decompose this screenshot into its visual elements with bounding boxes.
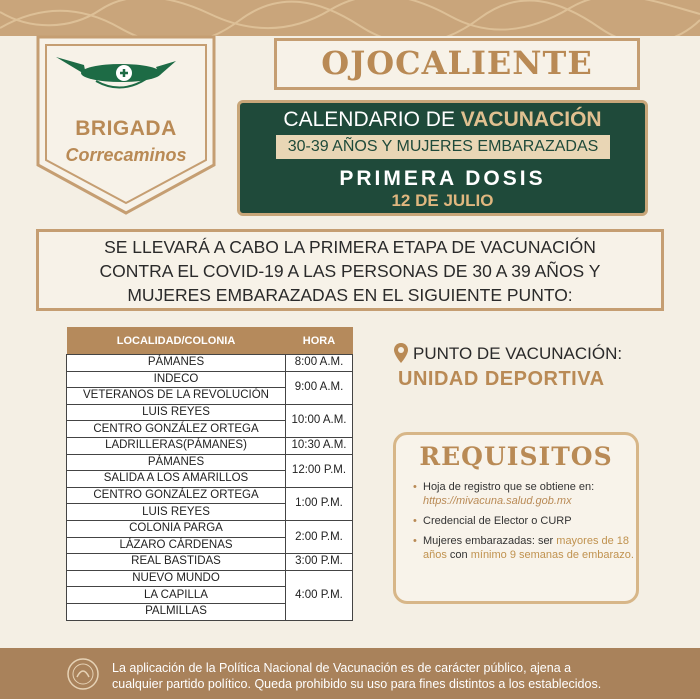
locality-cell: PÁMANES	[67, 454, 286, 471]
table-row	[67, 454, 353, 471]
locality-cell: LADRILLERAS(PÁMANES)	[67, 437, 286, 454]
table-row	[67, 371, 353, 388]
requirement-text: Hoja de registro que se obtiene en:	[423, 481, 595, 493]
hour-cell: 9:00 A.M.	[286, 371, 353, 404]
locality-cell: LÁZARO CÁRDENAS	[67, 537, 286, 554]
info-line-3: MUJERES EMBARAZADAS EN EL SIGUIENTE PUNTO:	[127, 285, 573, 305]
locality-cell: LUIS REYES	[67, 504, 286, 521]
table-row	[67, 570, 353, 587]
hour-cell: 8:00 A.M.	[286, 355, 353, 372]
locality-cell: SALIDA A LOS AMARILLOS	[67, 471, 286, 488]
locality-cell: CENTRO GONZÁLEZ ORTEGA	[67, 421, 286, 438]
table-row	[67, 487, 353, 504]
column-header-hour: HORA	[286, 327, 353, 355]
requirement-item	[413, 534, 635, 562]
locality-cell: COLONIA PARGA	[67, 520, 286, 537]
info-line-1: SE LLEVARÁ A CABO LA PRIMERA ETAPA DE VACUNACIÓN	[104, 237, 596, 257]
brand-title: BRIGADA	[75, 117, 177, 140]
table-header-row	[67, 327, 353, 355]
requirements-title: REQUISITOS	[419, 442, 613, 471]
requirement-item	[413, 514, 635, 528]
footer-disclaimer	[112, 660, 682, 692]
table-row	[67, 554, 353, 571]
footer-line-1: La aplicación de la Política Nacional de Vacunación es de carácter público, ajena a	[112, 661, 572, 675]
requirement-highlight: mayores de 18 años	[423, 535, 630, 561]
dose-label: PRIMERA DOSIS	[339, 167, 546, 190]
calendar-title	[237, 108, 648, 132]
locality-cell: PÁMANES	[67, 355, 286, 372]
calendar-title-highlight: VACUNACIÓN	[460, 108, 602, 131]
locality-cell: LUIS REYES	[67, 404, 286, 421]
requirement-text: Credencial de Elector o CURP	[423, 515, 572, 527]
town-title: OJOCALIENTE	[321, 44, 593, 82]
hour-cell: 10:00 A.M.	[286, 404, 353, 437]
hour-cell: 1:00 P.M.	[286, 487, 353, 520]
registration-link[interactable]: https://mivacuna.salud.gob.mx	[423, 495, 572, 507]
table-row	[67, 437, 353, 454]
hour-cell: 10:30 A.M.	[286, 437, 353, 454]
ornament-pattern	[0, 0, 700, 36]
locality-cell: REAL BASTIDAS	[67, 554, 286, 571]
vaccination-point-value: UNIDAD DEPORTIVA	[398, 368, 605, 390]
table-row	[67, 355, 353, 372]
requirement-item	[413, 480, 635, 508]
calendar-title-prefix: CALENDARIO DE	[283, 108, 461, 131]
info-text	[40, 235, 660, 307]
requirement-text: Mujeres embarazadas: ser	[423, 535, 557, 547]
hour-cell: 2:00 P.M.	[286, 520, 353, 553]
group-label: 30-39 AÑOS Y MUJERES EMBARAZADAS	[287, 138, 599, 155]
locality-cell: PALMILLAS	[67, 603, 286, 620]
locality-cell: VETERANOS DE LA REVOLUCIÓN	[67, 388, 286, 405]
date-label: 12 DE JULIO	[391, 191, 494, 210]
requirement-text: con	[446, 549, 471, 561]
requirements-list	[413, 480, 635, 568]
hour-cell: 12:00 P.M.	[286, 454, 353, 487]
brand-subtitle: Correcaminos	[65, 145, 187, 165]
vaccination-point-label: PUNTO DE VACUNACIÓN:	[413, 344, 623, 363]
locality-cell: CENTRO GONZÁLEZ ORTEGA	[67, 487, 286, 504]
locality-cell: NUEVO MUNDO	[67, 570, 286, 587]
table-row	[67, 520, 353, 537]
schedule-table	[66, 327, 353, 621]
requirement-highlight: mínimo 9 semanas de embarazo.	[470, 549, 634, 561]
top-decorative-band	[0, 0, 700, 36]
table-row	[67, 404, 353, 421]
government-seal-icon	[66, 657, 100, 691]
hour-cell: 3:00 P.M.	[286, 554, 353, 571]
info-line-2: CONTRA EL COVID-19 A LAS PERSONAS DE 30 A 39 AÑOS Y	[99, 261, 601, 281]
footer-line-2: cualquier partido político. Queda prohibido su uso para fines distintos a los establecidos.	[112, 677, 602, 691]
locality-cell: LA CAPILLA	[67, 587, 286, 604]
location-pin-icon	[393, 342, 409, 364]
hour-cell: 4:00 P.M.	[286, 570, 353, 620]
locality-cell: INDECO	[67, 371, 286, 388]
column-header-locality: LOCALIDAD/COLONIA	[67, 327, 286, 355]
